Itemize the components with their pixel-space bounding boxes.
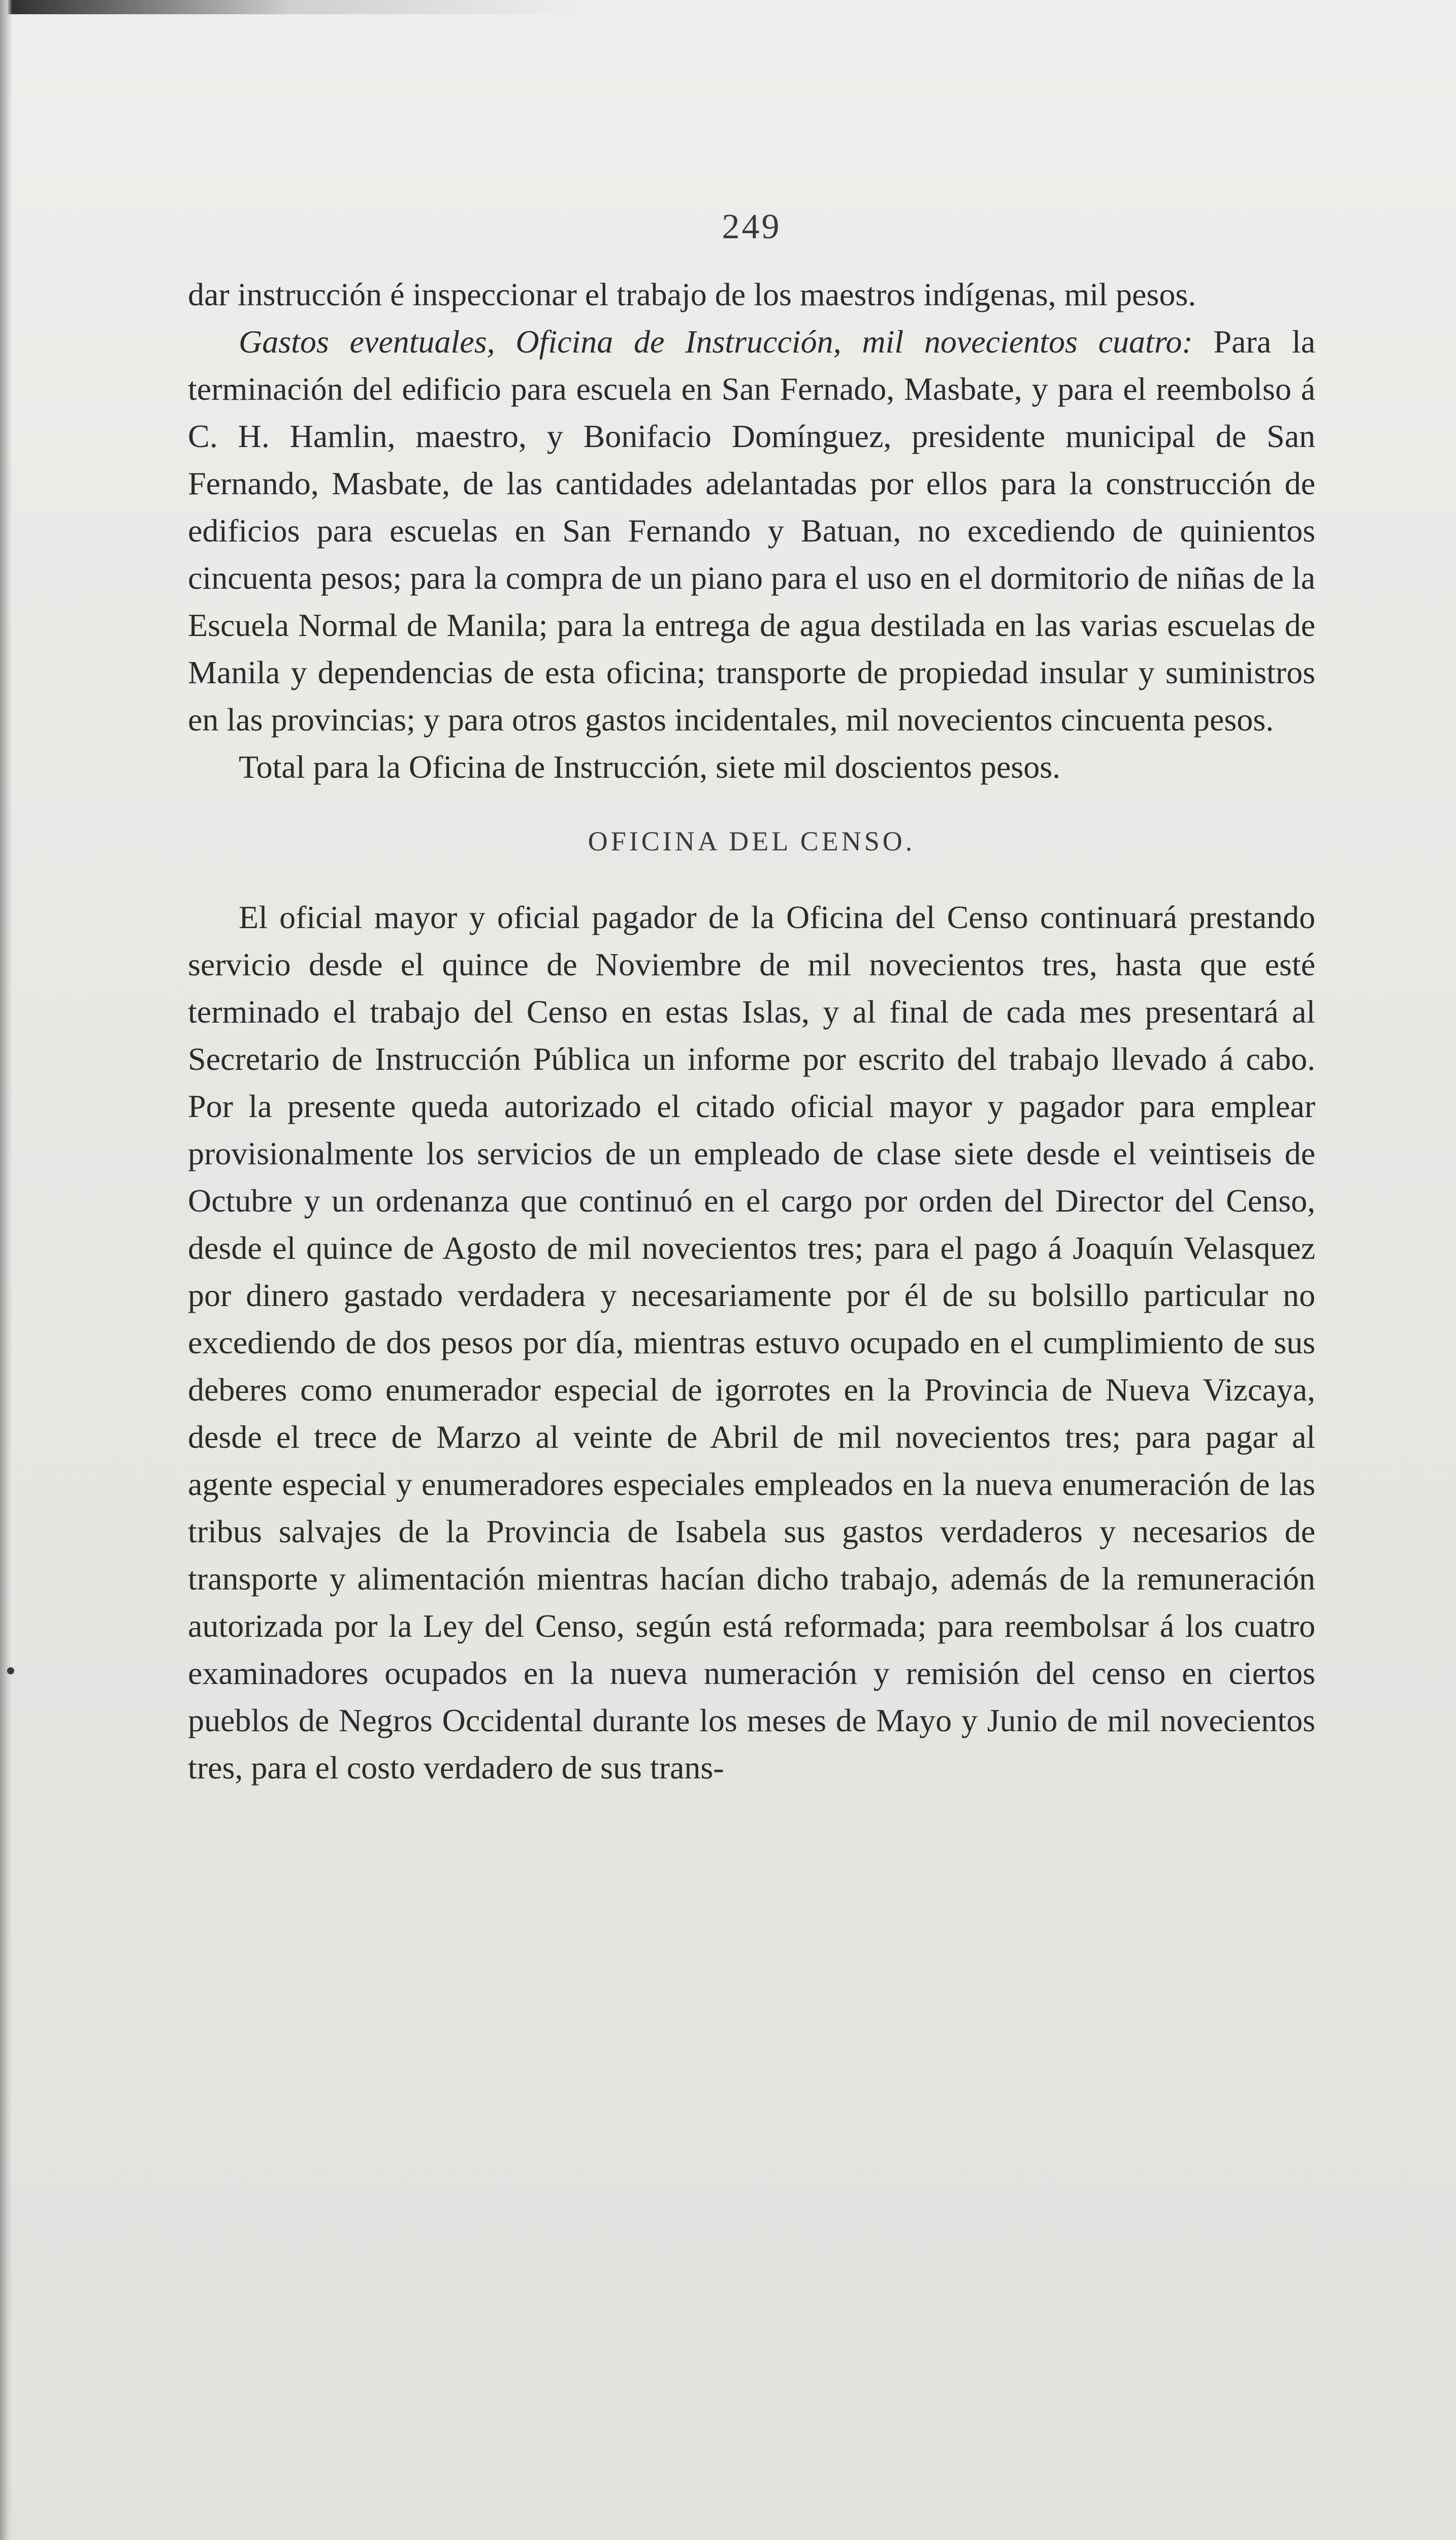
paragraph-censo: El oficial mayor y oficial pagador de la Oficina del Censo continuará prestando servicio desde el quince de Noviembre de mil novecientos tres, hasta que esté terminado el trabajo del Censo en estas Islas, y al final de cada mes presentará al Secretario de Instrucción Pública un informe por escrito del trabajo llevado á cabo. Por la presente queda autorizado el citado oficial mayor y pagador para emplear provisionalmente los servicios de un empleado de clase siete desde el veintiseis de Octubre y un ordenanza que continuó en el cargo por orden del Director del Censo, desde el quince de Agosto de mil novecientos tres; para el pago á Joaquín Velasquez por dinero gastado verdadera y necesariamente por él de su bolsillo particular no excediendo de dos pesos por día, mientras estuvo ocupado en el cumplimiento de sus deberes como enumerador especial de igorrotes en la Provincia de Nueva Vizcaya, desde el trece de Marzo al veinte de Abril de mil novecientos tres; para pagar al agente especial y enumeradores especiales empleados en la nueva enumeración de las tribus salvajes de la Provincia de Isabela sus gastos verdaderos y necesarios de transporte y alimentación mientras hacían dicho trabajo, además de la remuneración autorizada por la Ley del Censo, según está reformada; para reembolsar á los cuatro examinadores ocupados en la nueva numeración y remisión del censo en ciertos pueblos de Negros Occidental durante los meses de Mayo y Junio de mil novecientos tres, para el costo verdadero de sus trans- [188, 899, 1315, 1786]
gastos-heading: Gastos eventuales, Oficina de Instrucción, mil novecientos cuatro: [239, 324, 1193, 360]
paragraph-gastos [188, 318, 1315, 743]
document-body [188, 173, 1315, 1791]
gastos-body: Para la terminación del edificio para escuela en San Fernado, Masbate, y para el reembolso á C. H. Hamlin, maestro, y Bonifacio Domínguez, presidente municipal de San Fernando, Masbate, de las cantidades adelantadas por ellos para la construcción de edificios para escuelas en San Fernando y Batuan, no excediendo de quinientos cincuenta pesos; para la compra de un piano para el uso en el dormitorio de niñas de la Escuela Normal de Manila; para la entrega de agua destilada en las varias escuelas de Manila y dependencias de esta oficina; transporte de propiedad insular y suministros en las provincias; y para otros gastos incidentales, mil novecientos cincuenta pesos. [188, 324, 1316, 738]
paragraph-continuation: dar instrucción é inspeccionar el trabajo de los maestros indígenas, mil pesos. [188, 276, 1196, 312]
scan-left-edge [0, 0, 12, 2540]
margin-mark [7, 1667, 14, 1674]
paragraph-total: Total para la Oficina de Instrucción, siete mil doscientos pesos. [239, 749, 1061, 785]
page-number: 249 [722, 207, 782, 246]
scan-top-shadow [0, 0, 1456, 14]
section-title: OFICINA DEL CENSO. [588, 826, 916, 856]
